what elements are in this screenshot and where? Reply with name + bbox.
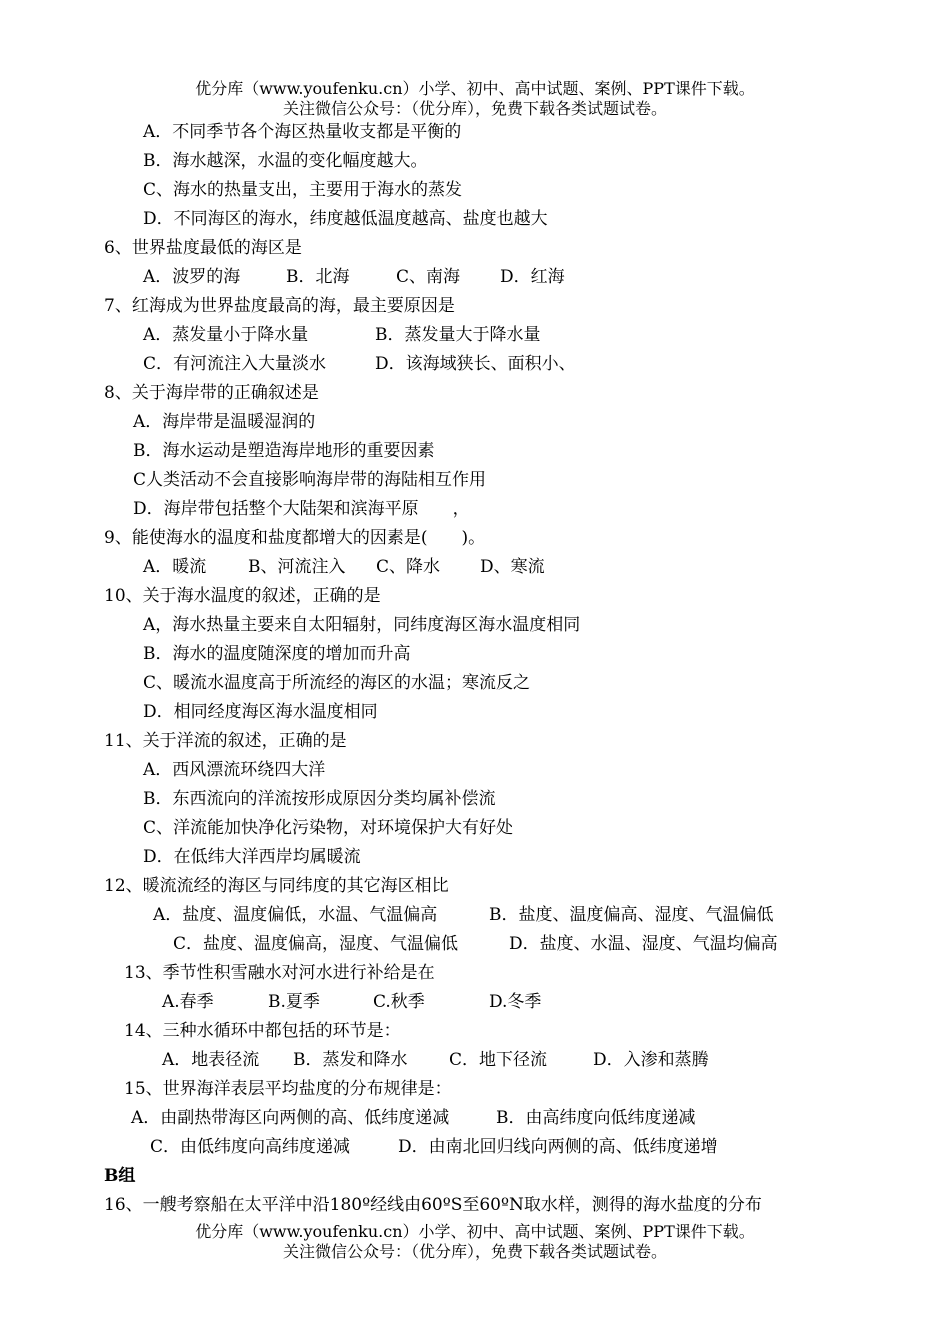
q13-option-c: C.秋季 — [373, 992, 425, 1012]
q15-option-c: C．由低纬度向高纬度递减 — [150, 1137, 351, 1157]
q12-stem: 12、暖流流经的海区与同纬度的其它海区相比 — [104, 876, 449, 896]
header-line-1: 优分库（www.youfenku.cn）小学、初中、高中试题、案例、PPT课件下载。 — [195, 79, 755, 98]
q8-option-d: D．海岸带包括整个大陆架和滨海平原 ， — [133, 499, 470, 519]
q6-option-b: B．北海 — [286, 267, 350, 287]
footer-line-2: 关注微信公众号：（优分库），免费下载各类试题试卷。 — [282, 1242, 667, 1261]
q10-option-b: B．海水的温度随深度的增加而升高 — [143, 644, 411, 664]
q15-option-d: D．由南北回归线向两侧的高、低纬度递增 — [398, 1137, 718, 1157]
q5-option-a: A．不同季节各个海区热量收支都是平衡的 — [143, 122, 462, 142]
q12-option-a: A．盐度、温度偏低，水温、气温偏高 — [153, 905, 438, 925]
q13-option-b: B.夏季 — [268, 992, 320, 1012]
q12-option-d: D．盐度、水温、湿度、气温均偏高 — [509, 934, 778, 954]
q8-stem: 8、关于海岸带的正确叙述是 — [104, 383, 319, 403]
q6-option-a: A．波罗的海 — [143, 267, 241, 287]
q12-option-b: B．盐度、温度偏高、湿度、气温偏低 — [489, 905, 774, 925]
q13-option-d: D.冬季 — [489, 992, 542, 1012]
q11-option-b: B．东西流向的洋流按形成原因分类均属补偿流 — [143, 789, 496, 809]
q6-options — [143, 266, 643, 288]
q6-option-d: D．红海 — [500, 267, 565, 287]
q15-option-b: B．由高纬度向低纬度递减 — [496, 1108, 696, 1128]
q9-option-a: A．暖流 — [143, 557, 207, 577]
q14-option-c: C．地下径流 — [449, 1050, 548, 1070]
q8-option-b: B．海水运动是塑造海岸地形的重要因素 — [133, 441, 435, 461]
q11-option-d: D．在低纬大洋西岸均属暖流 — [143, 847, 361, 867]
q5-option-c: C、海水的热量支出，主要用于海水的蒸发 — [143, 180, 463, 200]
q15-stem: 15、世界海洋表层平均盐度的分布规律是： — [124, 1079, 452, 1099]
q7-option-c: C．有河流注入大量淡水 — [143, 354, 327, 374]
q14-option-b: B．蒸发和降水 — [293, 1050, 408, 1070]
q9-stem: 9、能使海水的温度和盐度都增大的因素是( )。 — [104, 528, 486, 548]
q15-options-row-1 — [131, 1107, 771, 1129]
q7-stem: 7、红海成为世界盐度最高的海，最主要原因是 — [104, 296, 455, 316]
q16-stem: 16、一艘考察船在太平洋中沿180º经线由60ºS至60ºN取水样，测得的海水盐度的分布 — [104, 1195, 762, 1215]
section-b-heading: B组 — [104, 1166, 136, 1186]
q12-option-c: C．盐度、温度偏高，湿度、气温偏低 — [173, 934, 459, 954]
q14-stem: 14、三种水循环中都包括的环节是： — [124, 1021, 401, 1041]
q13-stem: 13、季节性积雪融水对河水进行补给是在 — [124, 963, 435, 983]
q9-options — [143, 556, 643, 578]
header-line-2: 关注微信公众号：（优分库），免费下载各类试题试卷。 — [282, 99, 667, 118]
q13-option-a: A.春季 — [162, 992, 214, 1012]
q10-option-a: A，海水热量主要来自太阳辐射，同纬度海区海水温度相同 — [143, 615, 581, 635]
q9-option-b: B、河流注入 — [248, 557, 346, 577]
q7-option-d: D．该海域狭长、面积小、 — [375, 354, 576, 374]
q8-option-c: C人类活动不会直接影响海岸带的海陆相互作用 — [133, 470, 487, 490]
q8-option-a: A．海岸带是温暖湿润的 — [133, 412, 316, 432]
q13-options — [162, 991, 612, 1013]
q6-option-c: C、南海 — [396, 267, 461, 287]
q14-option-a: A．地表径流 — [162, 1050, 260, 1070]
q11-option-c: C、洋流能加快净化污染物，对环境保护大有好处 — [143, 818, 514, 838]
q7-options-row-2 — [143, 353, 643, 375]
q12-options-row-1 — [153, 904, 823, 926]
q14-option-d: D．入渗和蒸腾 — [593, 1050, 709, 1070]
q11-option-a: A．西风漂流环绕四大洋 — [143, 760, 326, 780]
q14-options — [162, 1049, 762, 1071]
q12-options-row-2 — [173, 933, 823, 955]
q15-options-row-2 — [150, 1136, 790, 1158]
q5-option-b: B．海水越深，水温的变化幅度越大。 — [143, 151, 428, 171]
q10-option-c: C、暖流水温度高于所流经的海区的水温；寒流反之 — [143, 673, 531, 693]
q10-stem: 10、关于海水温度的叙述，正确的是 — [104, 586, 381, 606]
q7-options-row-1 — [143, 324, 643, 346]
q6-stem: 6、世界盐度最低的海区是 — [104, 238, 302, 258]
footer-line-1: 优分库（www.youfenku.cn）小学、初中、高中试题、案例、PPT课件下载。 — [195, 1222, 755, 1241]
q15-option-a: A．由副热带海区向两侧的高、低纬度递减 — [131, 1108, 450, 1128]
q7-option-b: B．蒸发量大于降水量 — [375, 325, 541, 345]
q9-option-c: C、降水 — [376, 557, 441, 577]
q10-option-d: D．相同经度海区海水温度相同 — [143, 702, 378, 722]
q11-stem: 11、关于洋流的叙述，正确的是 — [104, 731, 347, 751]
q9-option-d: D、寒流 — [480, 557, 545, 577]
q5-option-d: D．不同海区的海水，纬度越低温度越高、盐度也越大 — [143, 209, 548, 229]
q7-option-a: A．蒸发量小于降水量 — [143, 325, 309, 345]
